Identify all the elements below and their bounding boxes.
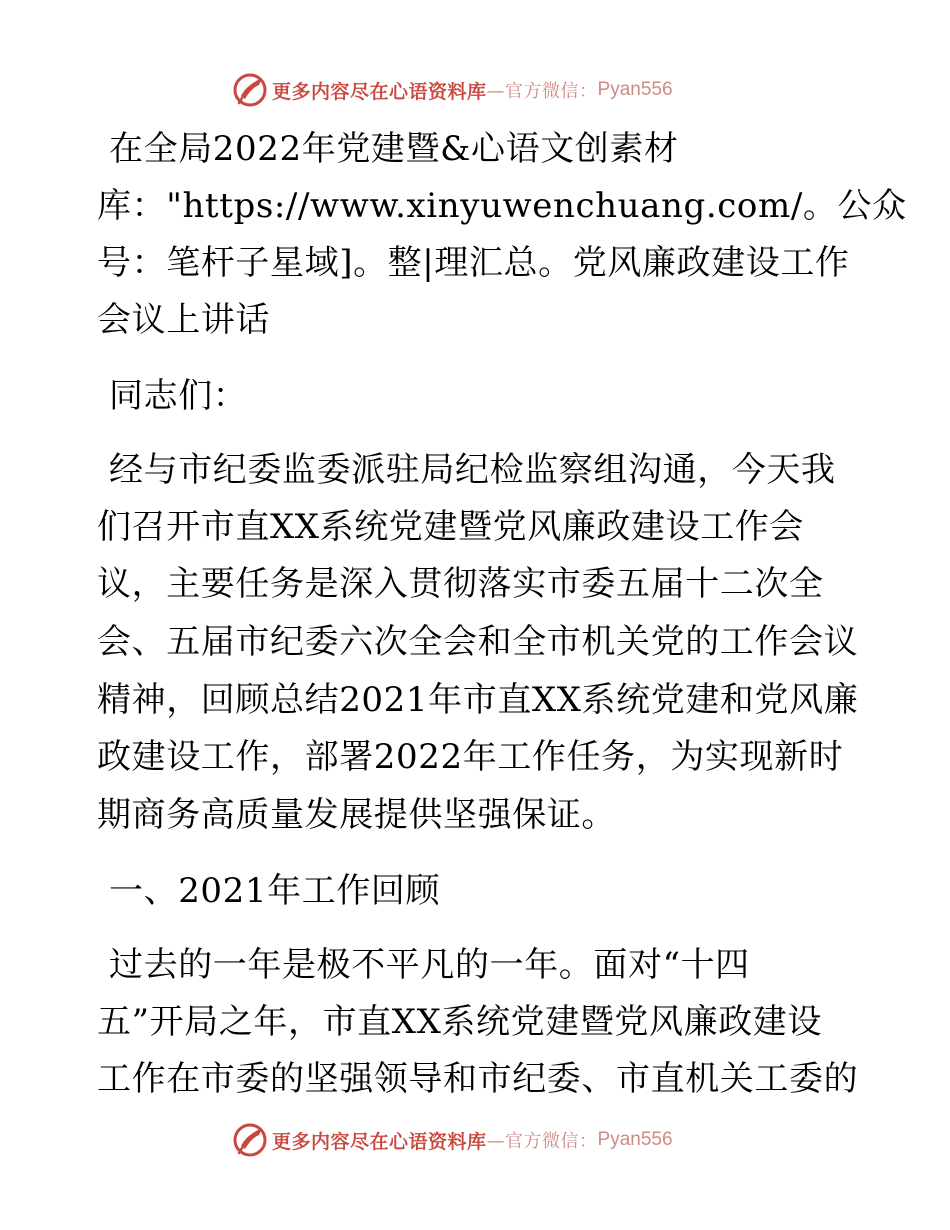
title-line-4: 会议上讲话	[97, 300, 270, 340]
intro-line-7: 期商务高质量发展提供坚强保证。	[97, 795, 616, 835]
brush-logo-icon	[232, 72, 268, 108]
watermark-lead-text: 更多内容尽在心语资料库	[272, 1130, 487, 1153]
watermark-middle-text: —官方微信：	[486, 1131, 598, 1152]
review-line-3: 工作在市委的坚强领导和市纪委、市直机关工委的	[97, 1059, 859, 1099]
title-line-2: 库："https://www.xinyuwenchuang.com/。公众	[97, 186, 907, 226]
intro-line-1: 经与市纪委监委派驻局纪检监察组沟通，今天我	[109, 450, 836, 490]
intro-line-3: 议，主要任务是深入贯彻落实市委五届十二次全	[97, 564, 824, 604]
watermark-wechat-id: Pyan556	[597, 1129, 673, 1150]
watermark-lead-text: 更多内容尽在心语资料库	[272, 80, 487, 103]
review-line-2: 五”开局之年，市直XX系统党建暨党风廉政建设	[97, 1002, 822, 1042]
header-watermark	[232, 70, 712, 110]
section-heading-line: 一、2021年工作回顾	[109, 871, 441, 911]
watermark-wechat-id: Pyan556	[597, 79, 673, 100]
salutation-line: 同志们：	[109, 376, 248, 416]
title-line-1: 在全局2022年党建暨&心语文创素材	[109, 129, 679, 169]
watermark-middle-text: —官方微信：	[486, 81, 598, 102]
brush-logo-icon	[232, 1122, 268, 1158]
intro-line-6: 政建设工作，部署2022年工作任务，为实现新时	[97, 737, 844, 777]
intro-line-5: 精神，回顾总结2021年市直XX系统党建和党风廉	[97, 680, 859, 720]
intro-line-4: 会、五届市纪委六次全会和全市机关党的工作会议	[97, 622, 859, 662]
intro-line-2: 们召开市直XX系统党建暨党风廉政建设工作会	[97, 507, 805, 547]
review-line-1: 过去的一年是极不平凡的一年。面对“十四	[109, 945, 750, 985]
footer-watermark	[232, 1120, 712, 1160]
title-line-3: 号：笔杆子星域]。整|理汇总。党风廉政建设工作	[97, 243, 850, 283]
